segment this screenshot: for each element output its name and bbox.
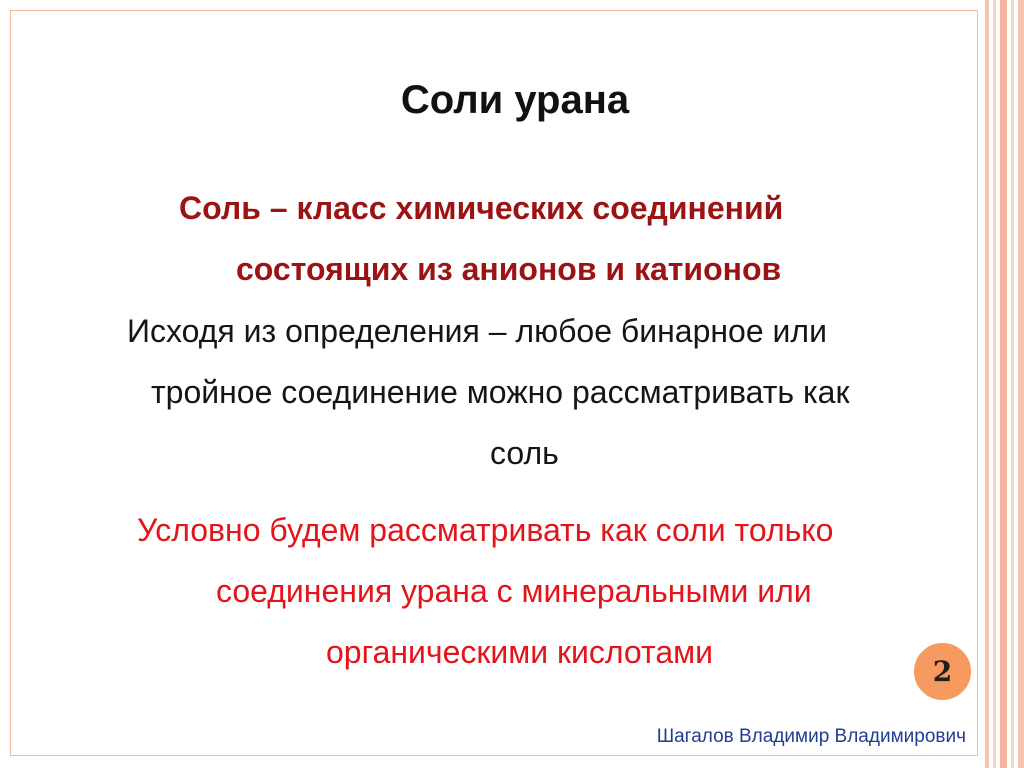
author-footer: Шагалов Владимир Владимирович xyxy=(656,726,966,747)
statement-line-1: Исходя из определения – любое бинарное или xyxy=(127,313,827,349)
page-number-badge: 2 xyxy=(912,641,973,702)
slide-title: Соли урана xyxy=(400,78,630,122)
condition-line-2: соединения урана с минеральными или xyxy=(216,573,812,609)
definition-line-2: состоящих из анионов и катионов xyxy=(236,251,782,287)
definition-line-1: Соль – класс химических соединений xyxy=(179,190,784,226)
statement-line-2: тройное соединение можно рассматривать как xyxy=(151,374,850,410)
statement-line-3: соль xyxy=(490,435,559,471)
condition-line-1: Условно будем рассматривать как соли только xyxy=(137,512,834,548)
condition-line-3: органическими кислотами xyxy=(326,634,713,670)
